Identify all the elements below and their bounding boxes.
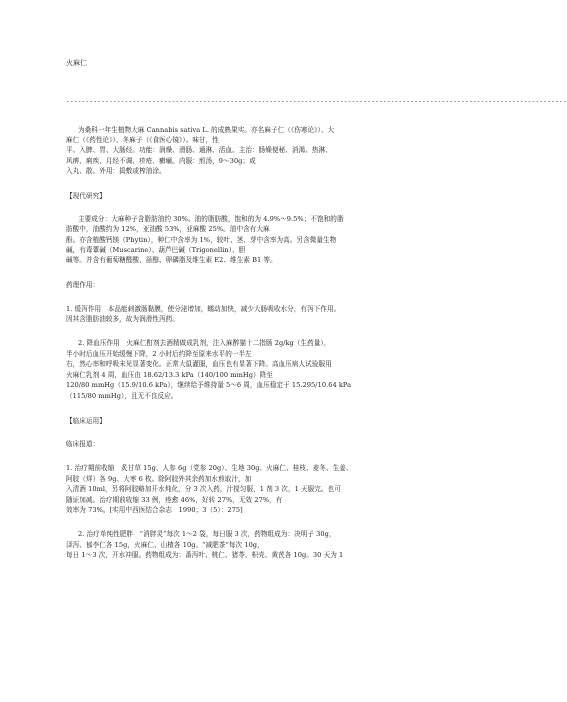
modern-line: 主要成分：大麻种子含脂肪油约 30%。油的脂肪酸，饱和的为 4.9%～9.5%；不饱和的脂 (78, 215, 344, 223)
page-title: 火麻仁 (66, 59, 87, 67)
intro-line: 为桑科一年生植物大麻 Cannabis sativa L. 的成熟果实。亦名麻子仁（《伤寒论》）、大 (78, 126, 335, 134)
separator-line: -------------------------------------------------------------------------------------------------------------------------------- (66, 98, 567, 105)
modern-line: 肪酸中，油酸约为 12%，亚油酸 53%，亚麻酸 25%。油中含有大麻 (66, 225, 270, 233)
clinical-line: 2. 治疗单纯性肥胖 “消胖灵”每次 1～2 袋，每日服 3 次，药物组成为：决明子 30g， (78, 530, 336, 538)
intro-line: 麻仁（《药性论》）、冬麻子（《食医心镜》）。味甘，性 (66, 136, 219, 144)
clinical-line: 效率为 73%。[实用中西医结合杂志 1990；3（5）：275] (66, 506, 243, 514)
intro-line: 风痹、痢疾、月经不调、疥疮、癣癞。内服：煎汤，9～30g；或 (66, 157, 256, 165)
pharmacology-line: 火麻仁乳剂 4 周，血压由 18.62/13.3 kPa（140/100 mmHg）降至 (66, 371, 273, 379)
section-heading-clinical: 【临床运用】 (66, 417, 106, 425)
clinical-line: 每日 1～3 次，开水冲服。药物组成为：番泻叶、桃仁、猪苓、枳壳、黄芪各 10g。30 天为 1 (66, 551, 344, 559)
pharmacology-line: 因其含脂肪油较多，故为润滑性泻药。 (66, 315, 179, 323)
intro-line: 入丸、散。外用：捣敷或榨油涂。 (66, 167, 166, 175)
pharmacology-line: 2. 降血压作用 火麻仁酊剂去酒精做成乳剂，注入麻醉猫十二指肠 2g/kg（生药量）， (78, 339, 331, 347)
clinical-line: 随证加减。治疗期前收缩 33 例，痊愈 46%，好转 27%，无效 27%，有 (66, 496, 283, 504)
clinical-line: 1. 治疗期前收缩 炙甘草 15g、人参 6g（党参 20g）、生地 30g、火麻仁、桂枝、麦冬、生姜、 (66, 464, 353, 472)
modern-line: 碱等。并含有葡萄糖醛酸、甾醇、卵磷脂及维生素 E2、维生素 B1 等。 (66, 256, 277, 264)
clinical-line: 入清酒 10ml，另将阿胶略加开水炖化，分 3 次入药，汁搅匀服，1 剂 3 次，1 天服完。也可 (66, 485, 341, 493)
modern-line: 碱，有毒蕈碱（Muscarine）、葫芦巴碱（Trigonellin）、胆 (66, 246, 246, 254)
pharmacology-line: 半小时后血压开始缓慢下降，2 小时后约降至原来水平的一半左 (66, 350, 252, 358)
clinical-line: 泽泻、郁李仁各 15g，火麻仁、山楂各 10g。“减肥茶”每次 10g， (66, 541, 264, 549)
clinical-subheading: 临床报道： (66, 440, 100, 448)
section-heading-modern: 【现代研究】 (66, 192, 106, 200)
pharmacology-line: （115/80 mmHg），且无不良反应。 (66, 392, 178, 400)
pharmacology-line: 1. 缓泻作用 本品能刺激肠黏膜，使分泌增加，蠕动加快，减少大肠吸收水分，有泻下作用。 (66, 305, 341, 313)
intro-line: 平。入脾、胃、大肠经。功能：润燥、滑肠、通淋、活血。主治：肠燥便秘、消渴、热淋、 (66, 146, 332, 154)
modern-line: 酚。亦含植酸钙镁（Phytin），种仁中含率为 1%，较叶、茎、芽中含率为高。另含微量生物 (66, 236, 337, 244)
pharmacology-line: 右，然心率和呼吸未见显著变化。正常大鼠灌服，血压也有显著下降。高血压病人试验服用 (66, 360, 332, 368)
clinical-line: 阿胶（烊）各 9g、大枣 6 枚。除阿胶外其余药加水煎取汁，加 (66, 475, 252, 483)
pharmacology-line: 120/80 mmHg（15.9/10.6 kPa），继续给予维持量 5～6 周，血压稳定于 15.295/10.64 kPa (66, 381, 352, 389)
pharmacology-heading: 药理作用： (66, 281, 100, 289)
